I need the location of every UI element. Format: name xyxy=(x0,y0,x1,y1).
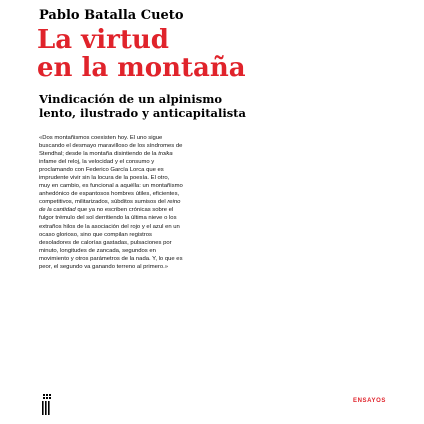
book-title xyxy=(37,26,246,82)
back-cover-blurb xyxy=(39,134,339,271)
book-title-line-1: La virtud xyxy=(37,25,169,55)
blurb-line: extraños hilos de la asociación del rojo y el azul en un xyxy=(39,223,180,230)
blurb-line: peor, el segundo va ganando terreno al primero.» xyxy=(39,263,169,270)
blurb-line: desoladores de calorías gastadas, pulsaciones por xyxy=(39,239,172,246)
book-subtitle-line-1: Vindicación de un alpinismo xyxy=(39,92,223,106)
blurb-line: de la cantidad que ya no escriben crónicas sobre el xyxy=(39,207,174,214)
collection-label: ENSAYOS xyxy=(353,398,386,404)
blurb-line: competitivos, militarizados, súbditos sumisos del reino xyxy=(39,199,181,206)
blurb-line: ocaso glorioso, sino que compilan registros xyxy=(39,231,152,238)
publisher-logo-icon xyxy=(42,394,54,416)
blurb-line: movimiento y otros parámetros de la nada. Y, lo que es xyxy=(39,255,183,262)
blurb-line: minuto, longitudes de zancada, segundos en xyxy=(39,247,156,254)
blurb-line: anhedónico de espantosos hombres útiles, eficientes, xyxy=(39,191,180,198)
blurb-line: fulgor trémulo del sol derritiendo la última nieve o los xyxy=(39,215,177,222)
blurb-line: infame del reloj, la velocidad y el consumo y xyxy=(39,159,155,166)
blurb-line: buscando el desmayo maravilloso de los síndromes de xyxy=(39,143,183,150)
book-title-line-2: en la montaña xyxy=(37,53,246,83)
blurb-line: Stendhal; desde la montaña disintiendo de la troika xyxy=(39,151,173,158)
blurb-line: muy en cambio, es funcional a aquélla: un montañismo xyxy=(39,183,183,190)
author-name: Pablo Batalla Cueto xyxy=(39,8,184,23)
blurb-line: imprudente vivir sin la locura de la poesía. El otro, xyxy=(39,175,170,182)
book-subtitle-line-2: lento, ilustrado y anticapitalista xyxy=(39,106,246,120)
blurb-line: proclamando con Federico García Lorca que es xyxy=(39,167,164,174)
book-subtitle xyxy=(39,92,246,120)
blurb-line: «Dos montañismos coexisten hoy. El uno sigue xyxy=(39,135,163,141)
